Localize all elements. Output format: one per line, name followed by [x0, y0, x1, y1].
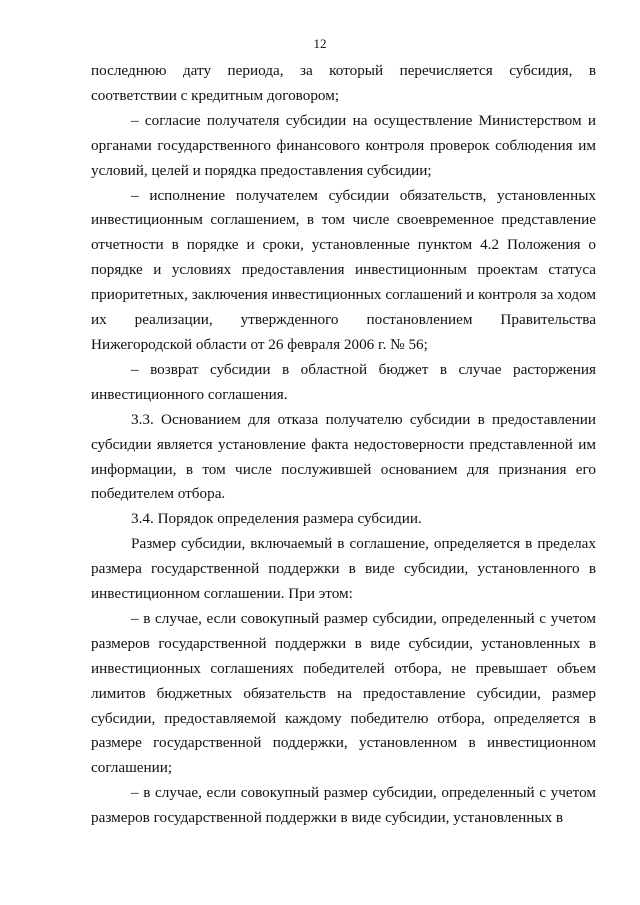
paragraph: 3.4. Порядок определения размера субсидии. — [131, 510, 422, 528]
paragraph: Размер субсидии, включаемый в соглашение, определяется в пределах размера государственной поддержки в виде субсидии, установленного в инвестиционном соглашении. При этом: — [91, 535, 596, 603]
paragraph: – в случае, если совокупный размер субсидии, определенный с учетом размеров государственной поддержки в виде субсидии, установленных в инвестиционных соглашениях победителей отбора, не превышает объем лимитов бюджетных обязательств на предоставление субсидии, размер субсидии, предоставляемой каждому победителю отбора, определяется в размере государственной поддержки, установленном в инвестиционном соглашении; — [91, 609, 596, 777]
paragraph: 3.3. Основанием для отказа получателю субсидии в предоставлении субсидии является установление факта недостоверности представленной им информации, в том числе послужившей основанием для признания его победителем отбора. — [91, 410, 596, 503]
paragraph: – исполнение получателем субсидии обязательств, установленных инвестиционным соглашением, в том числе своевременное представление отчетности в порядке и сроки, установленные пунктом 4.2 Положения о порядке и условиях предоставления инвестиционным проектам статуса приоритетных, заключения инвестиционных соглашений и контроля за ходом их реализации, утвержденного постановлением Правительства Нижегородской области от 26 февраля 2006 г. № 56; — [91, 186, 596, 353]
paragraph: – возврат субсидии в областной бюджет в случае расторжения инвестиционного соглашения. — [91, 360, 596, 403]
paragraph: – согласие получателя субсидии на осуществление Министерством и органами государственного финансового контроля проверок соблюдения им условий, целей и порядка предоставления субсидии; — [91, 111, 596, 179]
paragraph: – в случае, если совокупный размер субсидии, определенный с учетом размеров государственной поддержки в виде субсидии, установленных в — [91, 784, 596, 827]
document-body — [91, 59, 596, 831]
page-number: 12 — [313, 36, 327, 51]
paragraph: последнюю дату периода, за который перечисляется субсидия, в соответствии с кредитным договором; — [91, 62, 596, 104]
